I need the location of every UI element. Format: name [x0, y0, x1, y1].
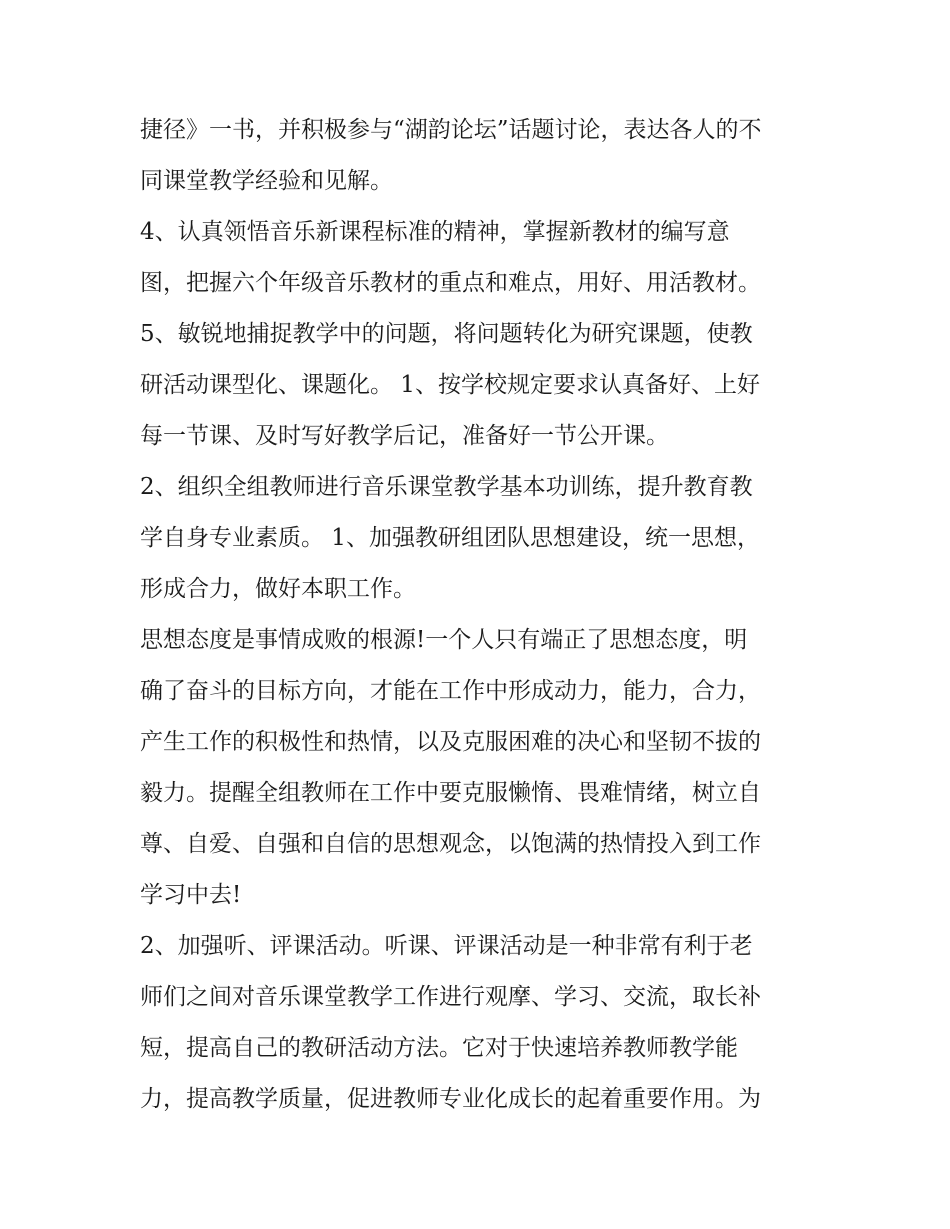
text-line: 学习中去! [140, 882, 242, 908]
text-line: 尊、自爱、自强和自信的思想观念，以饱满的热情投入到工作 [140, 831, 761, 857]
text-line: 同课堂教学经验和见解。 [140, 168, 393, 194]
text-line: 捷径》一书，并积极参与“湖韵论坛”话题讨论，表达各人的不 [140, 117, 762, 143]
text-line: 形成合力，做好本职工作。 [140, 576, 416, 602]
text-line: 2、加强听、评课活动。听课、评课活动是一种非常有利于老 [140, 933, 753, 959]
text-line: 力，提高教学质量，促进教师专业化成长的起着重要作用。为 [140, 1086, 761, 1112]
text-line: 图，把握六个年级音乐教材的重点和难点，用好、用活教材。 [140, 270, 761, 296]
text-line: 毅力。提醒全组教师在工作中要克服懒惰、畏难情绪，树立自 [140, 780, 761, 806]
text-line: 师们之间对音乐课堂教学工作进行观摩、学习、交流，取长补 [140, 984, 761, 1010]
text-line: 5、敏锐地捕捉教学中的问题，将问题转化为研究课题，使教 [140, 321, 753, 347]
text-line: 思想态度是事情成败的根源!一个人只有端正了思想态度，明 [140, 627, 748, 653]
text-line: 产生工作的积极性和热情，以及克服困难的决心和坚韧不拔的 [140, 729, 761, 755]
text-line: 短，提高自己的教研活动方法。它对于快速培养教师教学能 [140, 1035, 738, 1061]
document-body [140, 105, 830, 1125]
text-line: 每一节课、及时写好教学后记，准备好一节公开课。 [140, 423, 669, 449]
text-line: 2、组织全组教师进行音乐课堂教学基本功训练，提升教育教 [140, 474, 753, 500]
text-line: 4、认真领悟音乐新课程标准的精神，掌握新教材的编写意 [140, 219, 730, 245]
text-line: 确了奋斗的目标方向，才能在工作中形成动力，能力，合力， [140, 678, 761, 704]
text-line: 学自身专业素质。 1、加强教研组团队思想建设，统一思想， [140, 525, 760, 551]
text-line: 研活动课型化、课题化。 1、按学校规定要求认真备好、上好 [140, 372, 760, 398]
